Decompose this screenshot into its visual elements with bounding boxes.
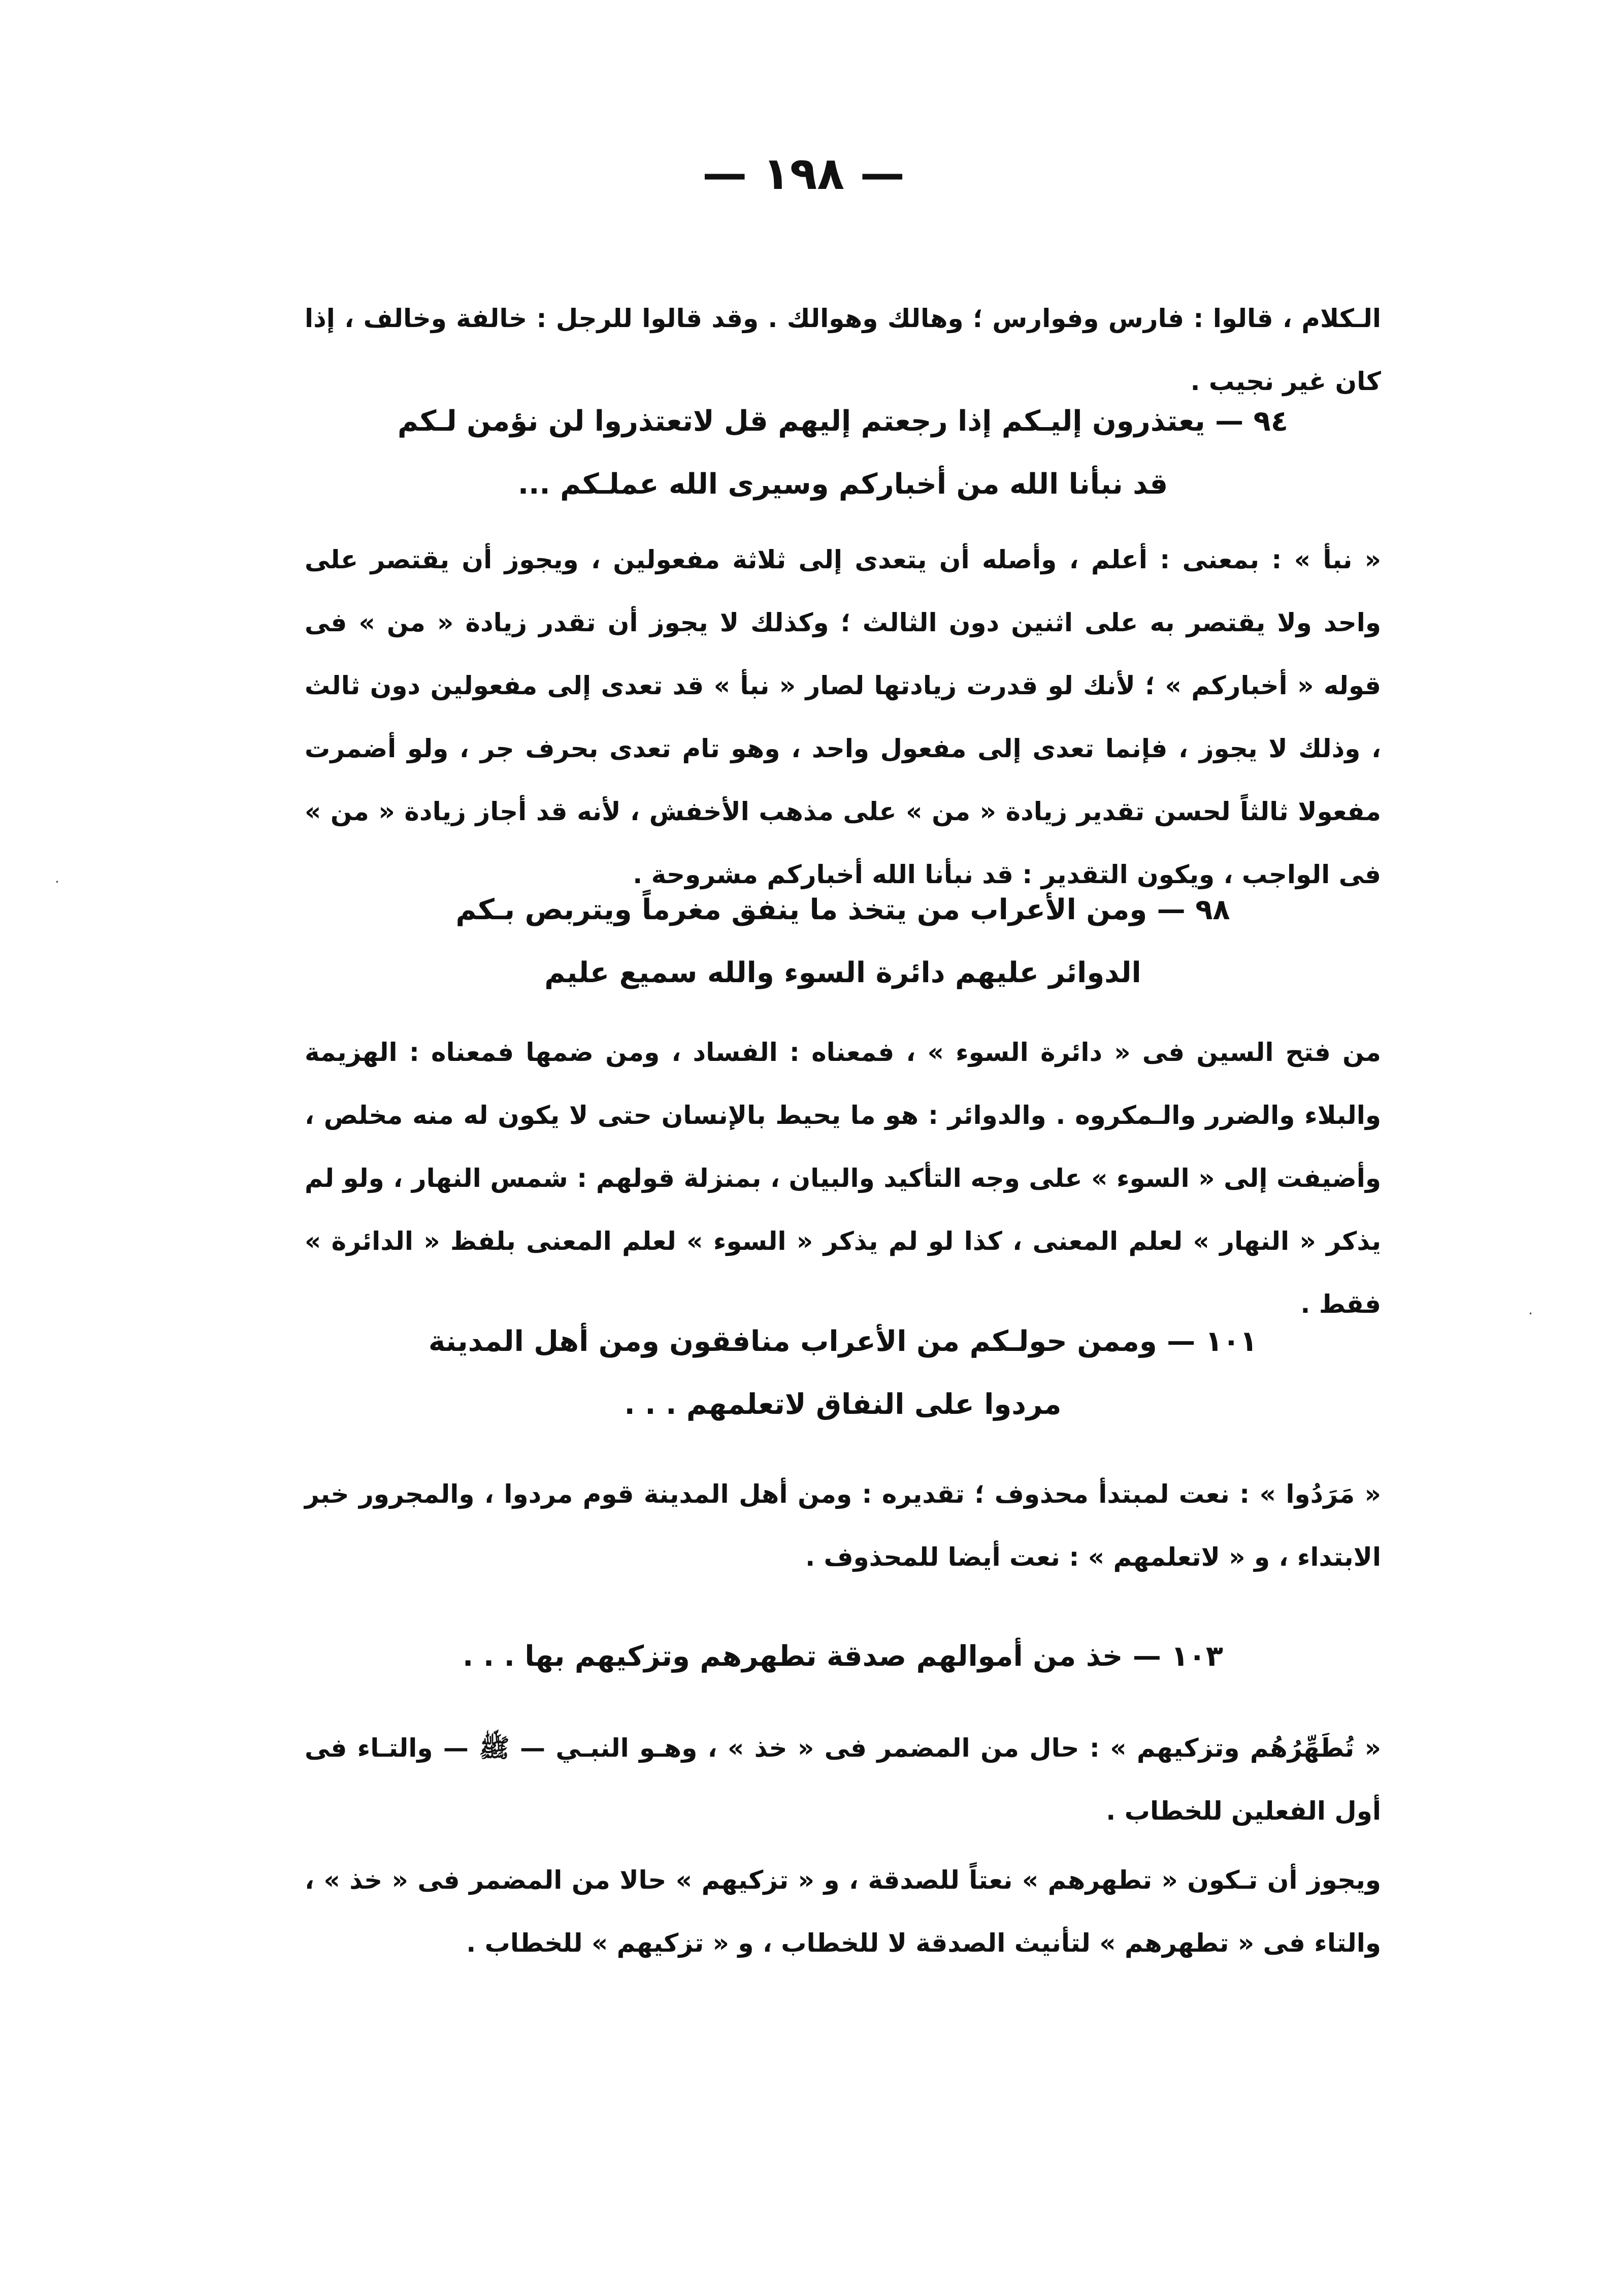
verse-101	[305, 1310, 1381, 1436]
verse-103	[305, 1625, 1381, 1688]
scan-speck: ·	[55, 874, 59, 890]
verse-98-line-2: الدوائر عليهم دائرة السوء والله سميع عليم	[544, 956, 1141, 989]
verse-98-line-1: ٩٨ — ومن الأعراب من يتخذ ما ينفق مغرماً ويتربص بـكم	[455, 893, 1230, 926]
scan-speck: ·	[1528, 1305, 1533, 1322]
page-number: — ١٩٨ —	[702, 147, 905, 200]
verse-98	[305, 879, 1381, 1005]
commentary-94: « نبأ » : بمعنى : أعلم ، وأصله أن يتعدى إلى ثلاثة مفعولين ، ويجوز أن يقتصر على واحد ولا يقتصر به على اثنين دون الثالث ؛ وكذلك لا يجوز أن تقدر زيادة « من » فى قوله « أخباركم » ؛ لأنك لو قدرت زيادتها لصار « نبأ » قد تعدى إلى مفعولين دون ثالث ، وذلك لا يجوز ، فإنما تعدى إلى مفعول واحد ، وهو تام تعدى بحرف جر ، ولو أضمرت مفعولا ثالثاً لحسن تقدير زيادة « من » على مذهب الأخفش ، لأنه قد أجاز زيادة « من » فى الواجب ، ويكون التقدير : قد نبأنا الله أخباركم مشروحة .	[305, 545, 1381, 889]
verse-94-line-2: قد نبأنا الله من أخباركم وسيرى الله عملـكم ...	[517, 468, 1168, 501]
verse-101-line-1: ١٠١ — وممن حولـكم من الأعراب منافقون ومن أهل المدينة	[428, 1325, 1258, 1358]
verse-101-line-2: مردوا على النفاق لاتعلمهم . . .	[624, 1388, 1062, 1421]
commentary-101: « مَرَدُوا » : نعت لمبتدأ محذوف ؛ تقديره : ومن أهل المدينة قوم مردوا ، والمجرور خبر الابتداء ، و « لاتعلمهم » : نعت أيضا للمحذوف .	[305, 1479, 1381, 1572]
commentary-103-b: ويجوز أن تـكون « تطهرهم » نعتاً للصدقة ، و « تزكيهم » حالا من المضمر فى « خذ » ، والتاء فى « تطهرهم » لتأنيث الصدقة لا للخطاب ، و « تزكيهم » للخطاب .	[305, 1865, 1381, 1958]
verse-94	[305, 390, 1381, 516]
verse-94-line-1: ٩٤ — يعتذرون إليـكم إذا رجعتم إليهم قل لاتعتذروا لن نؤمن لـكم	[398, 405, 1288, 438]
commentary-103-a: « تُطَهِّرُهُم وتزكيهم » : حال من المضمر فى « خذ » ، وهـو النبـي — ﷺ — والتـاء فى أول الفعلين للخطاب .	[305, 1733, 1381, 1826]
verse-103-line-1: ١٠٣ — خذ من أموالهم صدقة تطهرهم وتزكيهم بها . . .	[463, 1640, 1223, 1673]
intro-paragraph: الـكلام ، قالوا : فارس وفوارس ؛ وهالك وهوالك . وقد قالوا للرجل : خالفة وخالف ، إذا كان غير نجيب .	[305, 304, 1381, 396]
commentary-98: من فتح السين فى « دائرة السوء » ، فمعناه : الفساد ، ومن ضمها فمعناه : الهزيمة والبلاء والضرر والـمكروه . والدوائر : هو ما يحيط بالإنسان حتى لا يكون له منه مخلص ، وأضيفت إلى « السوء » على وجه التأكيد والبيان ، بمنزلة قولهم : شمس النهار ، ولو لم يذكر « النهار » لعلم المعنى ، كذا لو لم يذكر « السوء » لعلم المعنى بلفظ « الدائرة » فقط .	[305, 1038, 1381, 1319]
